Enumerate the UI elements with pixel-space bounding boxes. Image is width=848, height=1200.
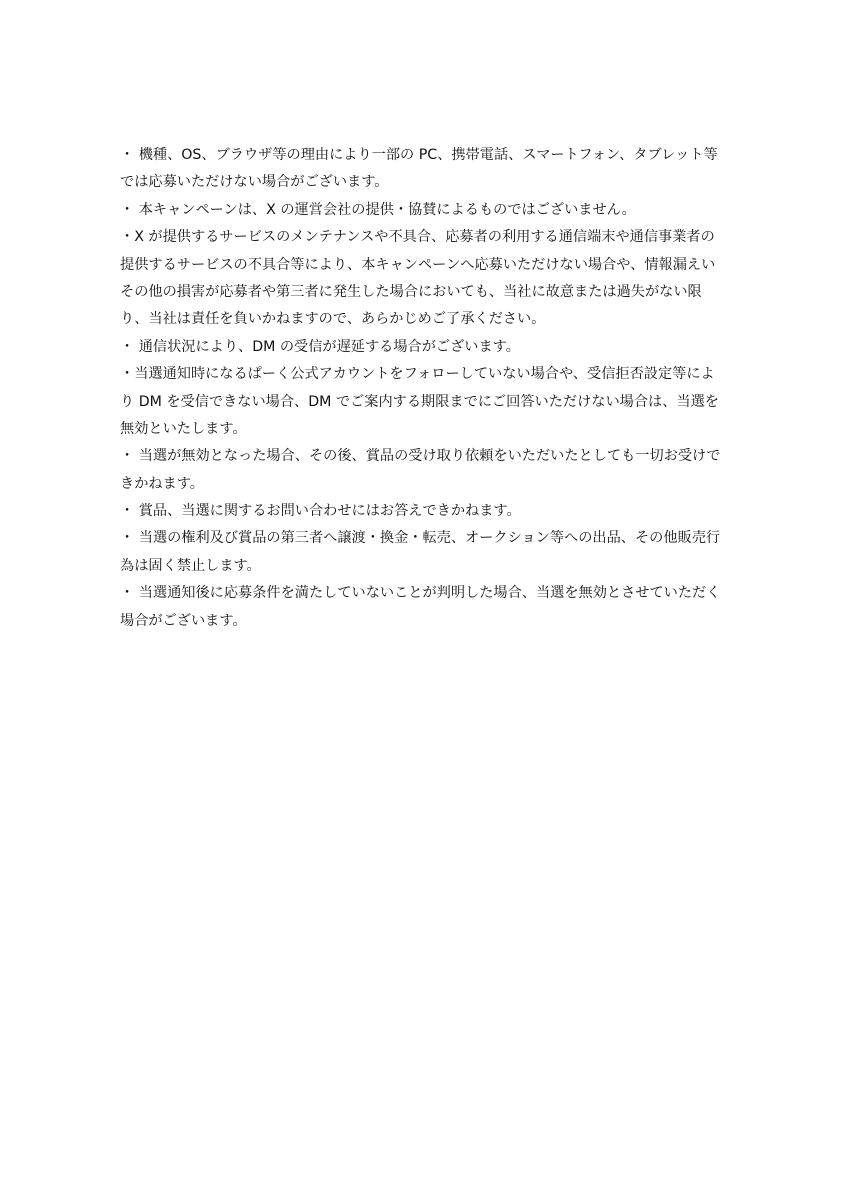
- note-line: ・ 機種、OS、ブラウザ等の理由により一部の PC、携帯電話、スマートフォン、タブレット等: [120, 147, 718, 163]
- note-line: ・当選通知時になるぱーく公式アカウントをフォローしていない場合や、受信拒否設定等によ: [120, 366, 715, 383]
- note-line: 為は固く禁止します。: [120, 557, 261, 574]
- note-line: ・ 通信状況により、DM の受信が遅延する場合がございます。: [120, 338, 520, 355]
- note-line: ・ 本キャンペーンは、X の運営会社の提供・協賛によるものではございません。: [120, 201, 636, 218]
- note-line: 無効といたします。: [120, 420, 247, 437]
- note-line: ・X が提供するサービスのメンテナンスや不具合、応募者の利用する通信端末や通信事業者の: [120, 229, 715, 246]
- note-line: その他の損害が応募者や第三者に発生した場合においても、当社に故意または過失がない限: [120, 283, 702, 300]
- note-line: ・ 当選の権利及び賞品の第三者へ譲渡・換金・転売、オークション等への出品、その他販売行: [120, 530, 721, 547]
- note-line: ・ 当選が無効となった場合、その後、賞品の受け取り依頼をいただいたとしても一切お受けで: [120, 448, 721, 465]
- note-line: 場合がございます。: [120, 612, 247, 629]
- campaign-notes: [120, 142, 730, 635]
- note-line: ・ 当選通知後に応募条件を満たしていないことが判明した場合、当選を無効とさせていただく: [120, 585, 721, 602]
- note-line: り DM を受信できない場合、DM でご案内する期限までにご回答いただけない場合は、当選を: [120, 393, 719, 410]
- note-line: 提供するサービスの不具合等により、本キャンペーンへ応募いただけない場合や、情報漏えい: [120, 256, 716, 273]
- note-line: ・ 賞品、当選に関するお問い合わせにはお答えできかねます。: [120, 503, 521, 520]
- note-line: では応募いただけない場合がございます。: [120, 174, 389, 191]
- note-line: きかねます。: [120, 475, 204, 492]
- note-line: り、当社は責任を負いかねますので、あらかじめご了承ください。: [120, 311, 546, 328]
